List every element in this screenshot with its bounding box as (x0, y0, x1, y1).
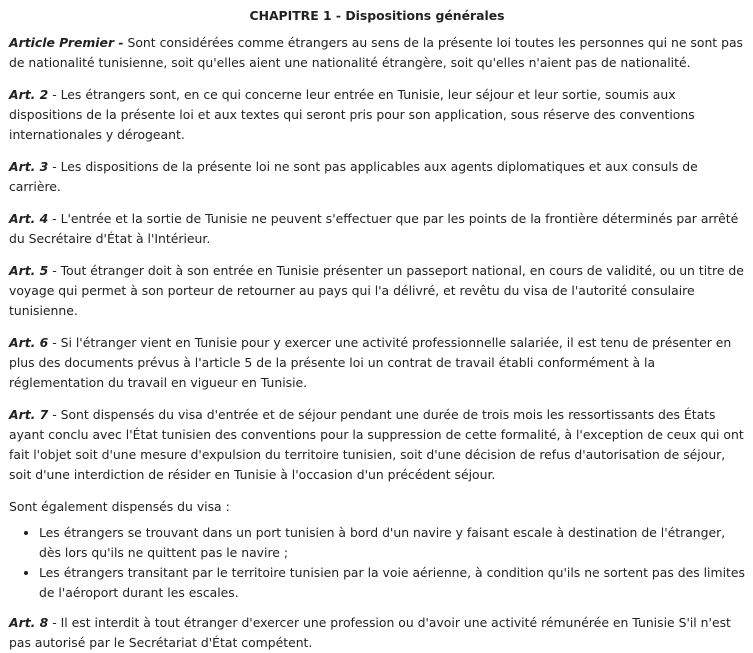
article-label: Article Premier - (9, 35, 124, 50)
article-5 (9, 261, 745, 321)
article-1 (9, 33, 745, 73)
article-label: Art. 5 (9, 263, 49, 278)
article-text: Sont considérées comme étrangers au sens de la présente loi toutes les personnes qui ne sont pas de nationalité tunisienne, soit qu'elles aient une nationalité étrangère, soit qu'elles n'aient pas de nationalité. (9, 35, 744, 70)
article-text: - Sont dispensés du visa d'entrée et de séjour pendant une durée de trois mois les ressortissants des États ayant conclu avec l'État tunisien des conventions pour la suppression de cette formalité, à l'exception de ceux qui ont fait l'objet soit d'une mesure d'expulsion du territoire tunisien, soit d'une décision de refus d'autorisation de séjour, soit d'une interdiction de résider en Tunisie à l'occasion d'un précédent séjour. (9, 407, 744, 482)
article-label: Art. 7 (9, 407, 49, 422)
article-2 (9, 85, 745, 145)
list-item: • Les étrangers se trouvant dans un port tunisien à bord d'un navire y faisant escale à destination de l'étranger, dès lors qu'ils ne quittent pas le navire ; (39, 523, 745, 563)
article-text: - Les dispositions de la présente loi ne sont pas applicables aux agents diplomatiques et aux consuls de carrière. (9, 159, 698, 194)
article-text: - Les étrangers sont, en ce qui concerne leur entrée en Tunisie, leur séjour et leur sortie, soumis aux dispositions de la présente loi et aux textes qui seront pris pour son application, sous réserve des conventions internationales y dérogeant. (9, 87, 695, 142)
article-text: - L'entrée et la sortie de Tunisie ne peuvent s'effectuer que par les points de la frontière déterminés par arrêté du Secrétaire d'État à l'Intérieur. (9, 211, 739, 246)
article-4 (9, 209, 745, 249)
article-text: - Si l'étranger vient en Tunisie pour y exercer une activité professionnelle salariée, il est tenu de présenter en plus des documents prévus à l'article 5 de la présente loi un contrat de travail établi conformément à la réglementation du travail en vigueur en Tunisie. (9, 335, 732, 390)
exemptions-intro: Sont également dispensés du visa : (9, 499, 230, 514)
article-label: Art. 6 (9, 335, 49, 350)
article-text: - Tout étranger doit à son entrée en Tunisie présenter un passeport national, en cours de validité, ou un titre de voyage qui permet à son porteur de retourner au pays qui l'a délivré, et revêtu du visa de l'autorité consulaire tunisienne. (9, 263, 744, 318)
article-label: Art. 8 (9, 615, 49, 630)
article-8 (9, 613, 745, 653)
article-3 (9, 157, 745, 197)
article-label: Art. 3 (9, 159, 49, 174)
article-label: Art. 2 (9, 87, 49, 102)
list-item: • Les étrangers transitant par le territoire tunisien par la voie aérienne, à condition qu'ils ne sortent pas des limites de l'aéroport durant les escales. (39, 563, 745, 603)
article-text: - Il est interdit à tout étranger d'exercer une profession ou d'avoir une activité rémunérée en Tunisie S'il n'est pas autorisé par le Secrétariat d'État compétent. (9, 615, 731, 650)
article-7 (9, 405, 745, 485)
article-6 (9, 333, 745, 393)
exemptions-list (9, 523, 745, 603)
chapter-title: CHAPITRE 1 - Dispositions générales (249, 8, 505, 23)
article-label: Art. 4 (9, 211, 49, 226)
